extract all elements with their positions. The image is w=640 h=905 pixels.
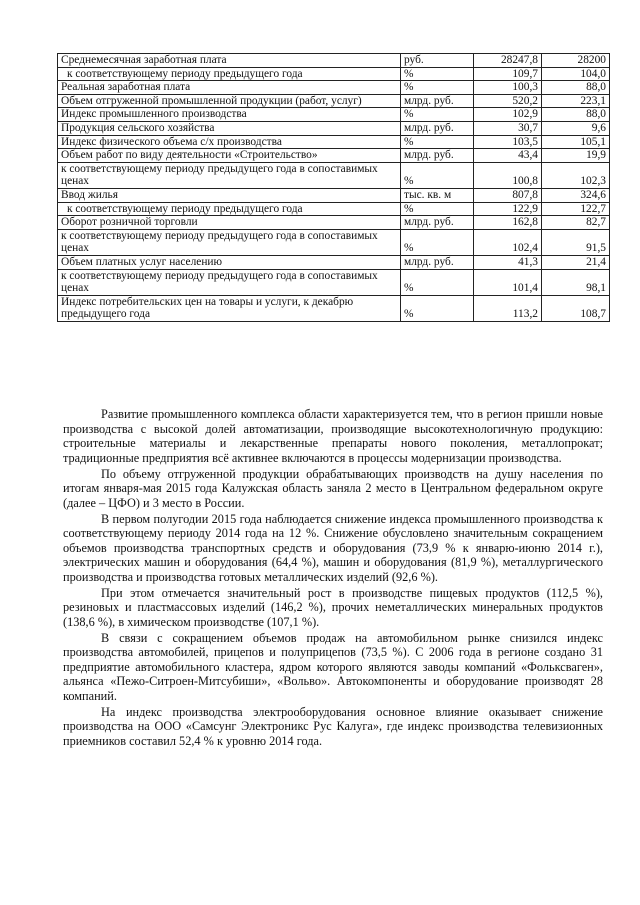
paragraph: При этом отмечается значительный рост в производстве пищевых продуктов (112,5 %), резиновых и пластмассовых изделий (146,2 %), прочих неметаллических минеральных продуктов (138,6 %), в химическом производстве (107,1 %). xyxy=(63,585,603,629)
value-cell: 91,5 xyxy=(542,229,610,255)
indicator-name-cell: к соответствующему периоду предыдущего года xyxy=(58,202,401,216)
table-row xyxy=(58,108,610,122)
value-2015-cell: 43,4 xyxy=(474,149,542,163)
indicator-name-cell: Ввод жилья xyxy=(58,188,401,202)
paragraph: В первом полугодии 2015 года наблюдается снижение индекса промышленного производства к соответствующему периоду 2014 года на 12 %. Снижение обусловлено значительным сокращением объемов производства транспортных средств и оборудования (73,9 % к январю-июню 2014 г.), электрических машин и оборудования (64,4 %), машин и оборудования (81,9 %), металлургического производства и производства готовых металлических изделий (92,6 %). xyxy=(63,511,603,584)
value-cell: 28200 xyxy=(542,54,610,68)
paragraph: Развитие промышленного комплекса области характеризуется тем, что в регион пришли новые производства с высокой долей автоматизации, производящие высокотехнологичную продукцию: строительные материалы и лекарственные препараты нового поколения, металлопрокат; традиционные предприятия всё активнее включаются в процессы модернизации производства. xyxy=(63,407,603,465)
indicator-name-cell: Объем отгруженной промышленной продукции (работ, услуг) xyxy=(58,94,401,108)
value-2015-cell: 109,7 xyxy=(474,67,542,81)
unit-cell: % xyxy=(401,135,474,149)
value-2015-cell: 122,9 xyxy=(474,202,542,216)
value-2015-cell: 520,2 xyxy=(474,94,542,108)
body-text xyxy=(63,407,603,750)
unit-cell: млрд. руб. xyxy=(401,216,474,230)
indicator-name-cell: к соответствующему периоду предыдущего года xyxy=(58,67,401,81)
unit-cell: тыс. кв. м xyxy=(401,188,474,202)
value-2015-cell: 102,4 xyxy=(474,229,542,255)
unit-cell: % xyxy=(401,67,474,81)
table-row xyxy=(58,229,610,255)
indicator-name-cell: Среднемесячная заработная плата xyxy=(58,54,401,68)
table-row xyxy=(58,121,610,135)
indicator-name-cell: Индекс потребительских цен на товары и услуги, к декабрю предыдущего года xyxy=(58,295,401,321)
indicator-name-cell: Объем работ по виду деятельности «Строительство» xyxy=(58,149,401,163)
value-2015-cell: 28247,8 xyxy=(474,54,542,68)
value-cell: 223,1 xyxy=(542,94,610,108)
value-cell: 105,1 xyxy=(542,135,610,149)
table-row xyxy=(58,81,610,95)
value-2015-cell: 113,2 xyxy=(474,295,542,321)
unit-cell: % xyxy=(401,162,474,188)
paragraph: В связи с сокращением объемов продаж на автомобильном рынке снизился индекс производства автомобилей, прицепов и полуприцепов (73,5 %). С 2006 года в регионе создано 31 предприятие автомобильного кластера, ядром которого являются заводы компаний «Фольксваген», альянса «Пежо-Ситроен-Митсубиши», «Вольво». Автокомпоненты и оборудование производят 28 компаний. xyxy=(63,630,603,704)
value-2015-cell: 103,5 xyxy=(474,135,542,149)
indicator-name-cell: Индекс физического объема с/х производства xyxy=(58,135,401,149)
value-cell: 21,4 xyxy=(542,255,610,269)
unit-cell: млрд. руб. xyxy=(401,94,474,108)
indicator-name-cell: Продукция сельского хозяйства xyxy=(58,121,401,135)
table-row xyxy=(58,216,610,230)
table-row xyxy=(58,94,610,108)
statistics-table xyxy=(57,53,610,322)
value-2015-cell: 41,3 xyxy=(474,255,542,269)
value-cell: 88,0 xyxy=(542,108,610,122)
value-cell: 19,9 xyxy=(542,149,610,163)
paragraph: По объему отгруженной продукции обрабатывающих производств на душу населения по итогам января-мая 2015 года Калужская область заняла 2 место в Центральном федеральном округе (далее – ЦФО) и 3 место в России. xyxy=(63,466,603,510)
value-2015-cell: 102,9 xyxy=(474,108,542,122)
value-cell: 9,6 xyxy=(542,121,610,135)
unit-cell: млрд. руб. xyxy=(401,121,474,135)
indicator-name-cell: Индекс промышленного производства xyxy=(58,108,401,122)
unit-cell: % xyxy=(401,202,474,216)
table-row xyxy=(58,149,610,163)
value-cell: 122,7 xyxy=(542,202,610,216)
unit-cell: руб. xyxy=(401,54,474,68)
value-cell: 104,0 xyxy=(542,67,610,81)
table-row xyxy=(58,67,610,81)
value-cell: 102,3 xyxy=(542,162,610,188)
value-2015-cell: 101,4 xyxy=(474,269,542,295)
value-2015-cell: 30,7 xyxy=(474,121,542,135)
statistics-table-body xyxy=(58,54,610,322)
table-row xyxy=(58,188,610,202)
paragraph: На индекс производства электрооборудования основное влияние оказывает снижение производства на ООО «Самсунг Электроникс Рус Калуга», где индекс производства телевизионных приемников составил 52,4 % к уровню 2014 года. xyxy=(63,704,603,748)
unit-cell: % xyxy=(401,269,474,295)
indicator-name-cell: Объем платных услуг населению xyxy=(58,255,401,269)
table-row xyxy=(58,255,610,269)
table-row xyxy=(58,162,610,188)
value-cell: 98,1 xyxy=(542,269,610,295)
table-row xyxy=(58,135,610,149)
value-2015-cell: 100,8 xyxy=(474,162,542,188)
indicator-name-cell: Оборот розничной торговли xyxy=(58,216,401,230)
value-cell: 82,7 xyxy=(542,216,610,230)
unit-cell: млрд. руб. xyxy=(401,255,474,269)
value-cell: 324,6 xyxy=(542,188,610,202)
value-cell: 88,0 xyxy=(542,81,610,95)
unit-cell: % xyxy=(401,295,474,321)
table-row xyxy=(58,54,610,68)
unit-cell: % xyxy=(401,229,474,255)
indicator-name-cell: Реальная заработная плата xyxy=(58,81,401,95)
unit-cell: % xyxy=(401,81,474,95)
unit-cell: млрд. руб. xyxy=(401,149,474,163)
table-row xyxy=(58,202,610,216)
indicator-name-cell: к соответствующему периоду предыдущего года в сопоставимых ценах xyxy=(58,162,401,188)
value-2015-cell: 807,8 xyxy=(474,188,542,202)
value-2015-cell: 100,3 xyxy=(474,81,542,95)
table-row xyxy=(58,295,610,321)
table-row xyxy=(58,269,610,295)
indicator-name-cell: к соответствующему периоду предыдущего года в сопоставимых ценах xyxy=(58,229,401,255)
value-2015-cell: 162,8 xyxy=(474,216,542,230)
value-cell: 108,7 xyxy=(542,295,610,321)
unit-cell: % xyxy=(401,108,474,122)
indicator-name-cell: к соответствующему периоду предыдущего года в сопоставимых ценах xyxy=(58,269,401,295)
